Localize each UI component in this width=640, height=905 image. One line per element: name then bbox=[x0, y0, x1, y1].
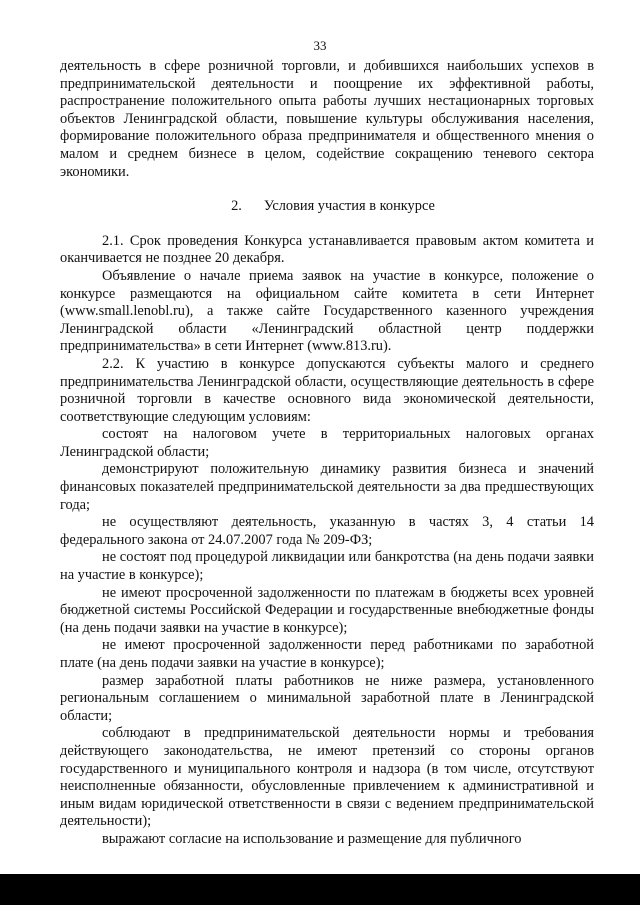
condition-no-budget-debt: не имеют просроченной задолженности по платежам в бюджеты всех уровней бюджетной системы Российской Федерации и государственные внебюджетные фонды (на день подачи заявки на участие в конкурсе); bbox=[60, 584, 594, 636]
condition-no-liquidation: не состоят под процедурой ликвидации или банкротства (на день подачи заявки на участие в конкурсе); bbox=[60, 549, 594, 584]
section-title: Условия участия в конкурсе bbox=[263, 198, 435, 215]
paragraph-term: 2.1. Срок проведения Конкурса устанавливается правовым актом комитета и оканчивается не позднее 20 декабря. bbox=[60, 232, 594, 267]
condition-no-wage-debt: не имеют просроченной задолженности перед работниками по заработной плате (на день подачи заявки на участие в конкурсе); bbox=[60, 637, 594, 671]
paragraph-eligibility: 2.2. К участию в конкурсе допускаются субъекты малого и среднего предпринимательства Ленинградской области, осуществляющие деятельность в сфере розничной торговли в качестве основного вида экономической деятельности, соответствующие следующим условиям: bbox=[60, 355, 594, 425]
condition-positive-dynamics: демонстрируют положительную динамику развития бизнеса и значений финансовых показателей предпринимательской деятельности за два предшествующих года; bbox=[60, 461, 594, 513]
scan-bottom-border bbox=[0, 874, 640, 905]
intro-paragraph: деятельность в сфере розничной торговли, и добившихся наибольших успехов в предпринимательской деятельности и поощрение их эффективной работы, распространение положительного опыта работы лучших нестационарных торговых объектов Ленинградской области, повышение культуры обслуживания населения, формирование положительного образа предпринимателя и общественного мнения о малом и среднем бизнесе в целом, содействие сокращению теневого сектора экономики. bbox=[60, 58, 594, 180]
condition-consent: выражают согласие на использование и размещение для публичного bbox=[102, 830, 522, 847]
condition-tax-registration: состоят на налоговом учете в территориальных налоговых органах Ленинградской области; bbox=[60, 426, 594, 460]
condition-minimum-wage: размер заработной платы работников не ниже размера, установленного региональным соглашением о минимальной заработной плате в Ленинградской области; bbox=[60, 672, 594, 724]
condition-legal-compliance: соблюдают в предпринимательской деятельности нормы и требования действующего законодательства, не имеют претензий со стороны органов государственного и муниципального контроля и надзора (в том числе, отсутствуют неисполненные обязанности, обусловленные привлечением к административной и иным видам юридической ответственности в связи с ведением предпринимательской деятельности); bbox=[60, 725, 594, 830]
condition-excluded-activity: не осуществляют деятельность, указанную в частях 3, 4 статьи 14 федерального закона от 24.07.2007 года № 209-ФЗ; bbox=[60, 514, 594, 548]
document-body bbox=[60, 58, 594, 849]
page-number: 33 bbox=[313, 38, 327, 53]
section-number: 2. bbox=[231, 198, 242, 215]
paragraph-announcement: Объявление о начале приема заявок на участие в конкурсе, положение о конкурсе размещаются на официальном сайте комитета в сети Интернет (www.small.lenobl.ru), а также сайте Государственного казенного учреждения Ленинградской области «Ленинградский областной центр поддержки предпринимательства» в сети Интернет (www.813.ru). bbox=[60, 267, 594, 355]
section-heading bbox=[60, 198, 594, 216]
